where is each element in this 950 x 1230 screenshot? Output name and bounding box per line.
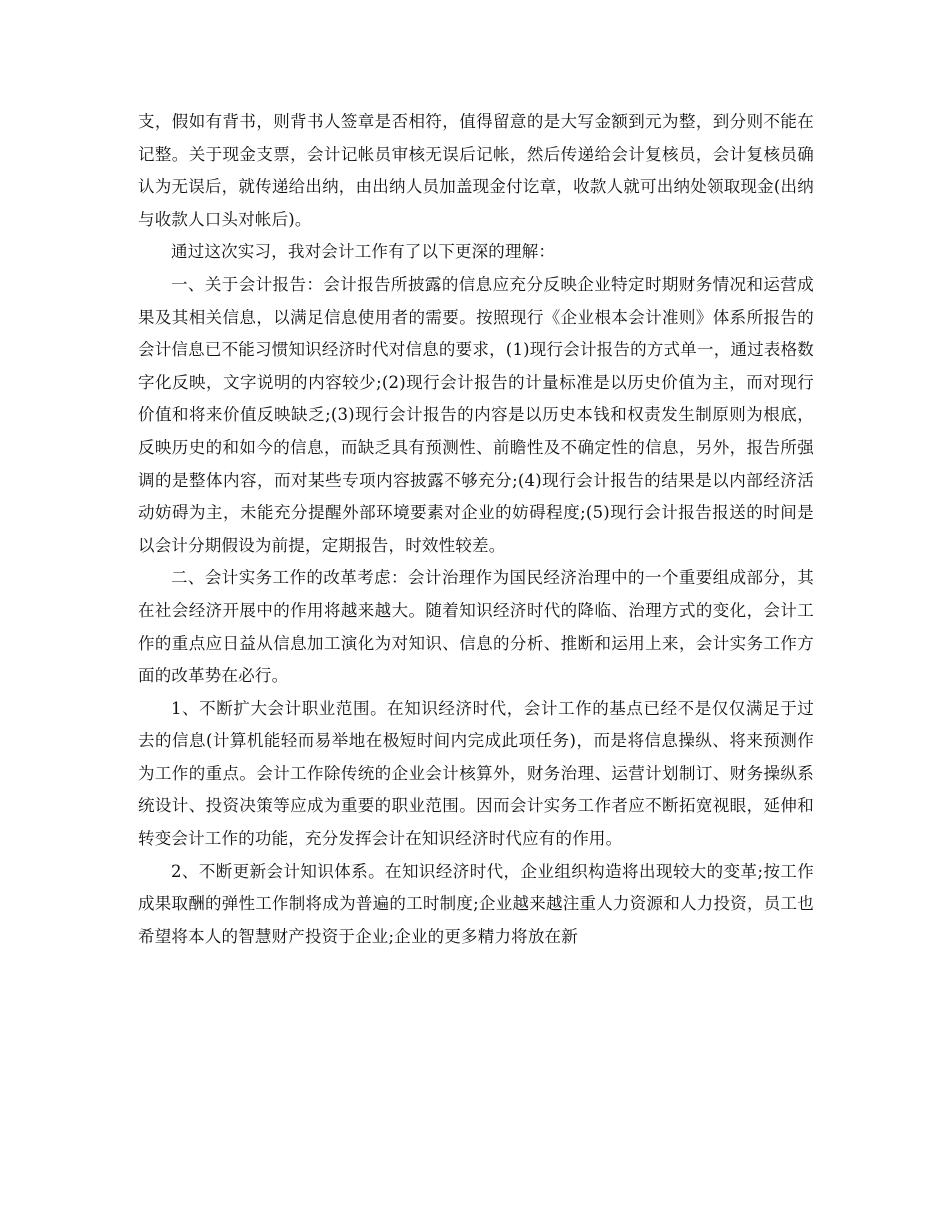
paragraph-reform-considerations: 二、会计实务工作的改革考虑：会计治理作为国民经济治理中的一个重要组成部分，其在社会经济开展中的作用将越来越大。随着知识经济时代的降临、治理方式的变化，会计工作的重点应日益从信息加工演化为对知识、信息的分析、推断和运用上来，会计实务工作方面的改革势在必行。 bbox=[138, 568, 814, 686]
paragraph-internship-intro: 通过这次实习，我对会计工作有了以下更深的理解： bbox=[171, 242, 556, 262]
document-body bbox=[138, 106, 814, 953]
paragraph-expand-scope: 1、不断扩大会计职业范围。在知识经济时代，会计工作的基点已经不是仅仅满足于过去的信息(计算机能轻而易举地在极短时间内完成此项任务)，而是将信息操纵、将来预测作为工作的重点。会计工作除传统的企业会计核算外，财务治理、运营计划制订、财务操纵系统设计、投资决策等应成为重要的职业范围。因而会计实务工作者应不断拓宽视眼，延伸和转变会计工作的功能，充分发挥会计在知识经济时代应有的作用。 bbox=[138, 698, 814, 849]
paragraph-update-knowledge: 2、不断更新会计知识体系。在知识经济时代，企业组织构造将出现较大的变革;按工作成果取酬的弹性工作制将成为普遍的工时制度;企业越来越注重人力资源和人力投资，员工也希望将本人的智慧财产投资于企业;企业的更多精力将放在新 bbox=[138, 861, 814, 946]
paragraph-cheque-review: 支，假如有背书，则背书人签章是否相符，值得留意的是大写金额到元为整，到分则不能在记整。关于现金支票，会计记帐员审核无误后记帐，然后传递给会计复核员，会计复核员确认为无误后，就传递给出纳，由出纳人员加盖现金付讫章，收款人就可出纳处领取现金(出纳与收款人口头对帐后)。 bbox=[138, 112, 814, 229]
paragraph-accounting-report: 一、关于会计报告：会计报告所披露的信息应充分反映企业特定时期财务情况和运营成果及其相关信息，以满足信息使用者的需要。按照现行《企业根本会计准则》体系所报告的会计信息已不能习惯知识经济时代对信息的要求，(1)现行会计报告的方式单一，通过表格数字化反映，文字说明的内容较少;(2)现行会计报告的计量标准是以历史价值为主，而对现行价值和将来价值反映缺乏;(3)现行会计报告的内容是以历史本钱和权责发生制原则为根底，反映历史的和如今的信息，而缺乏具有预测性、前瞻性及不确定性的信息，另外，报告所强调的是整体内容，而对某些专项内容披露不够充分;(4)现行会计报告的结果是以内部经济活动妨碍为主，未能充分提醒外部环境要素对企业的妨碍程度;(5)现行会计报告报送的时间是以会计分期假设为前提，定期报告，时效性较差。 bbox=[138, 274, 814, 555]
